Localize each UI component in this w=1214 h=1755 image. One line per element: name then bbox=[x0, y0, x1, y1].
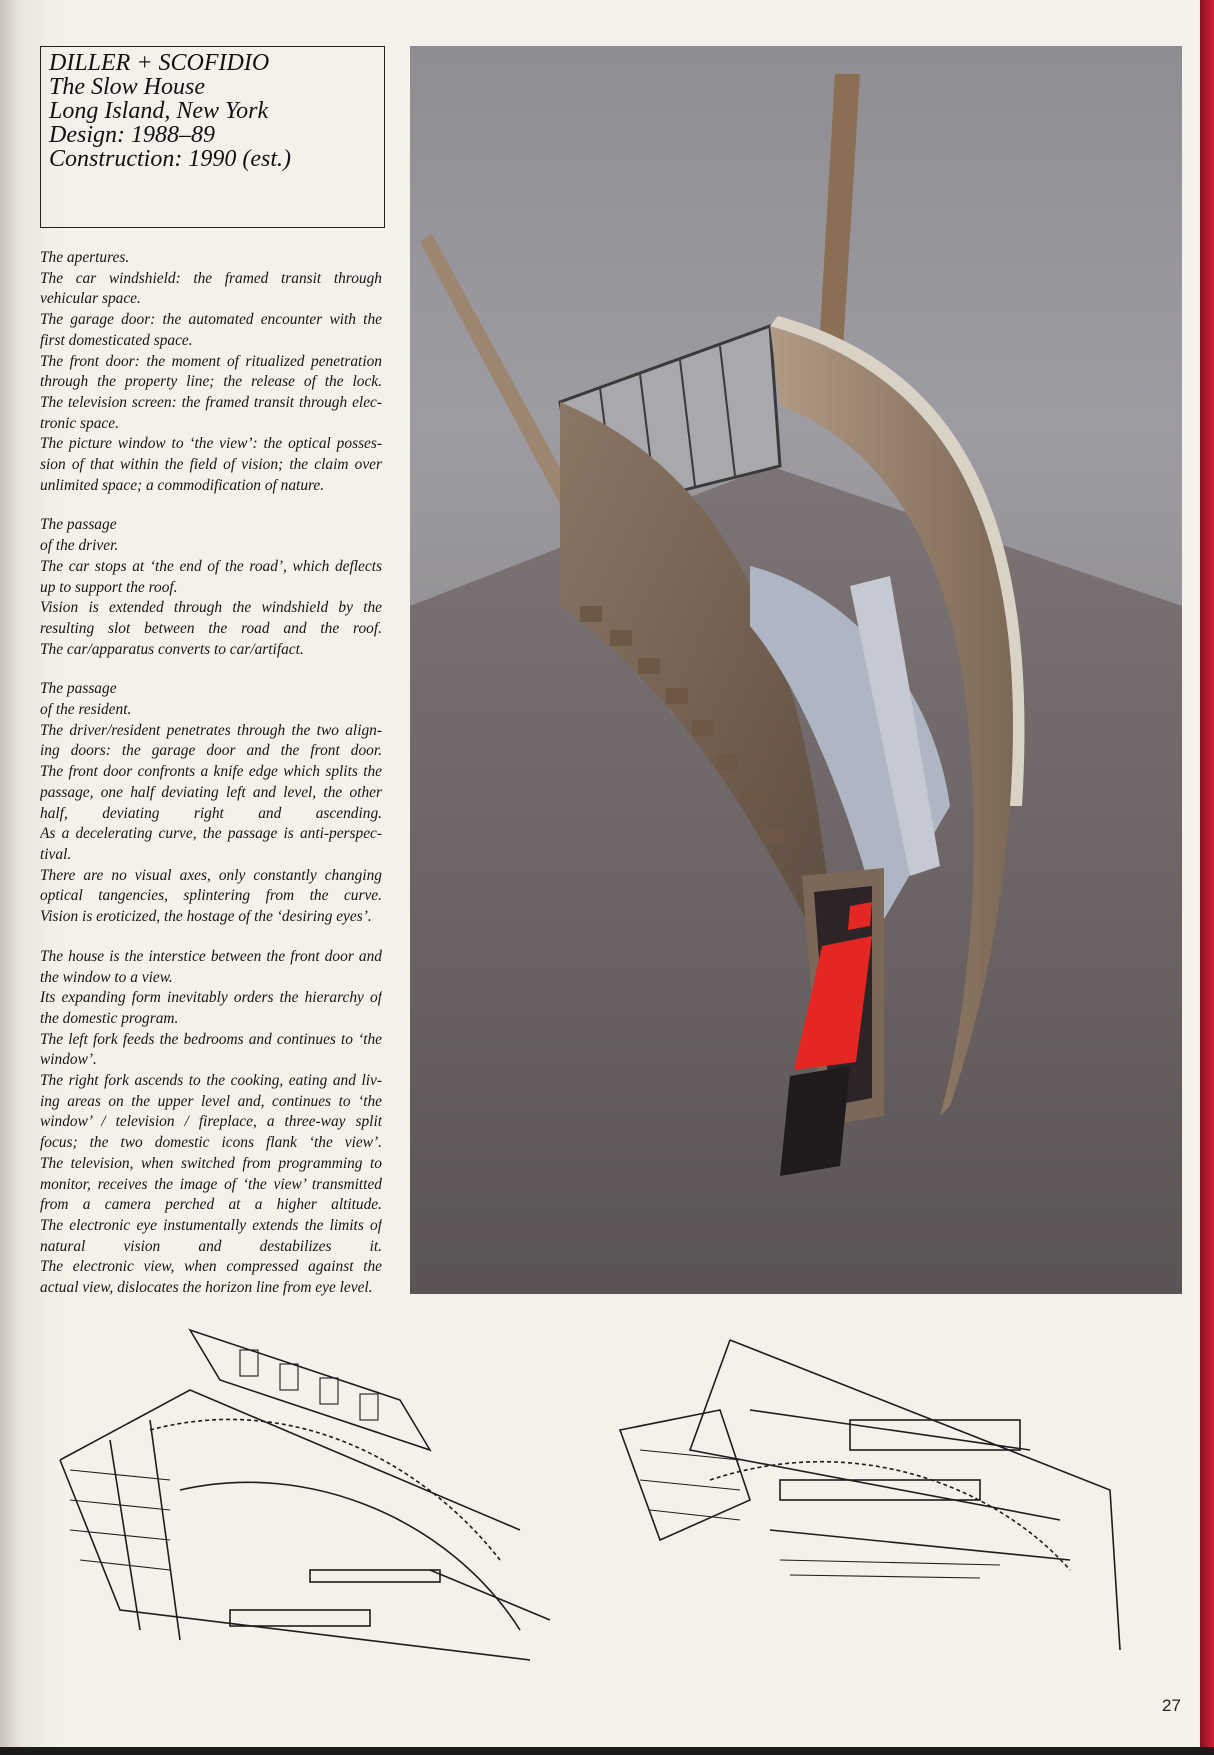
text-line: The television screen: the framed transit through elec- bbox=[40, 393, 382, 411]
text-line: monitor, receives the image of ‘the view’ transmitted bbox=[40, 1175, 382, 1193]
text-line: There are no visual axes, only constantly changing bbox=[40, 866, 382, 884]
text-line: of the driver. bbox=[40, 537, 119, 555]
text-line: up to support the roof. bbox=[40, 578, 178, 596]
text-line: The television, when switched from programming to bbox=[40, 1154, 382, 1172]
text-line: The car windshield: the framed transit through bbox=[40, 269, 382, 287]
page-number: 27 bbox=[1162, 1696, 1181, 1715]
text-line: Vision is extended through the windshield by the bbox=[40, 599, 382, 617]
text-line: through the property line; the release of the lock. bbox=[40, 373, 382, 391]
model-photograph-illustration bbox=[410, 46, 1182, 1294]
project-location: Long Island, New York bbox=[49, 98, 269, 124]
text-line: passage, one half deviating left and level, the other bbox=[40, 783, 382, 801]
text-line: The passage bbox=[40, 516, 117, 534]
text-line: vehicular space. bbox=[40, 290, 141, 308]
architect-name: DILLER + SCOFIDIO bbox=[49, 50, 270, 76]
text-line: of the resident. bbox=[40, 701, 132, 719]
text-line: sion of that within the field of vision; the claim over bbox=[40, 456, 382, 474]
text-line: The driver/resident penetrates through the two align- bbox=[40, 721, 382, 739]
text-paragraph bbox=[40, 248, 382, 496]
text-line: The apertures. bbox=[40, 249, 130, 266]
text-line: The front door confronts a knife edge which splits the bbox=[40, 763, 382, 781]
text-line: window’ / television / fireplace, a three-way split bbox=[40, 1113, 382, 1131]
text-line: ing areas on the upper level and, continues to ‘the bbox=[40, 1092, 382, 1110]
text-line: The picture window to ‘the view’: the optical posses- bbox=[40, 435, 382, 453]
text-line: unlimited space; a commodification of nature. bbox=[40, 476, 325, 494]
text-paragraph bbox=[40, 515, 382, 660]
text-line: The garage door: the automated encounter with the bbox=[40, 311, 382, 329]
text-paragraph bbox=[40, 947, 382, 1299]
project-caption-box bbox=[40, 46, 385, 228]
project-title: The Slow House bbox=[49, 74, 205, 100]
text-line: The right fork ascends to the cooking, eating and liv- bbox=[40, 1072, 382, 1090]
text-line: The car/apparatus converts to car/artifact. bbox=[40, 640, 304, 658]
text-line: ing doors: the garage door and the front door. bbox=[40, 742, 382, 760]
text-line: The car stops at ‘the end of the road’, which deflects bbox=[40, 557, 382, 575]
model-photograph bbox=[410, 46, 1182, 1294]
text-paragraph bbox=[40, 679, 382, 927]
text-line: The front door: the moment of ritualized penetration bbox=[40, 352, 382, 370]
text-line: The house is the interstice between the front door and bbox=[40, 947, 382, 965]
text-line: natural vision and destabilizes it. bbox=[40, 1237, 382, 1255]
text-line: The electronic eye instumentally extends the limits of bbox=[40, 1216, 382, 1234]
text-line: first domesticated space. bbox=[40, 331, 193, 349]
text-line: tronic space. bbox=[40, 414, 119, 432]
page-bottom-band bbox=[0, 1747, 1214, 1755]
text-line: actual view, dislocates the horizon line from eye level. bbox=[40, 1279, 373, 1297]
project-description bbox=[40, 248, 382, 1318]
plan-drawing-left bbox=[50, 1310, 560, 1680]
text-line: window’. bbox=[40, 1051, 97, 1069]
design-dates: Design: 1988–89 bbox=[49, 122, 215, 148]
text-line: focus; the two domestic icons flank ‘the view’. bbox=[40, 1134, 382, 1152]
text-line: optical tangencies, splintering from the curve. bbox=[40, 887, 382, 905]
text-line: Its expanding form inevitably orders the hierarchy of bbox=[40, 989, 382, 1007]
text-line: tival. bbox=[40, 845, 72, 863]
text-line: The left fork feeds the bedrooms and continues to ‘the bbox=[40, 1030, 382, 1048]
text-line: The passage bbox=[40, 680, 117, 698]
text-line: The electronic view, when compressed against the bbox=[40, 1258, 382, 1276]
text-line: the window to a view. bbox=[40, 968, 173, 986]
construction-date: Construction: 1990 (est.) bbox=[49, 146, 291, 172]
text-line: the domestic program. bbox=[40, 1009, 179, 1027]
text-line: resulting slot between the road and the roof. bbox=[40, 619, 382, 637]
text-line: As a decelerating curve, the passage is anti-perspec- bbox=[40, 825, 382, 843]
text-line: from a camera perched at a higher altitude. bbox=[40, 1196, 382, 1214]
text-line: Vision is eroticized, the hostage of the ‘desiring eyes’. bbox=[40, 908, 372, 926]
text-line: half, deviating right and ascending. bbox=[40, 804, 382, 822]
plan-drawing-right bbox=[600, 1320, 1140, 1660]
page-edge-band bbox=[1200, 0, 1214, 1755]
